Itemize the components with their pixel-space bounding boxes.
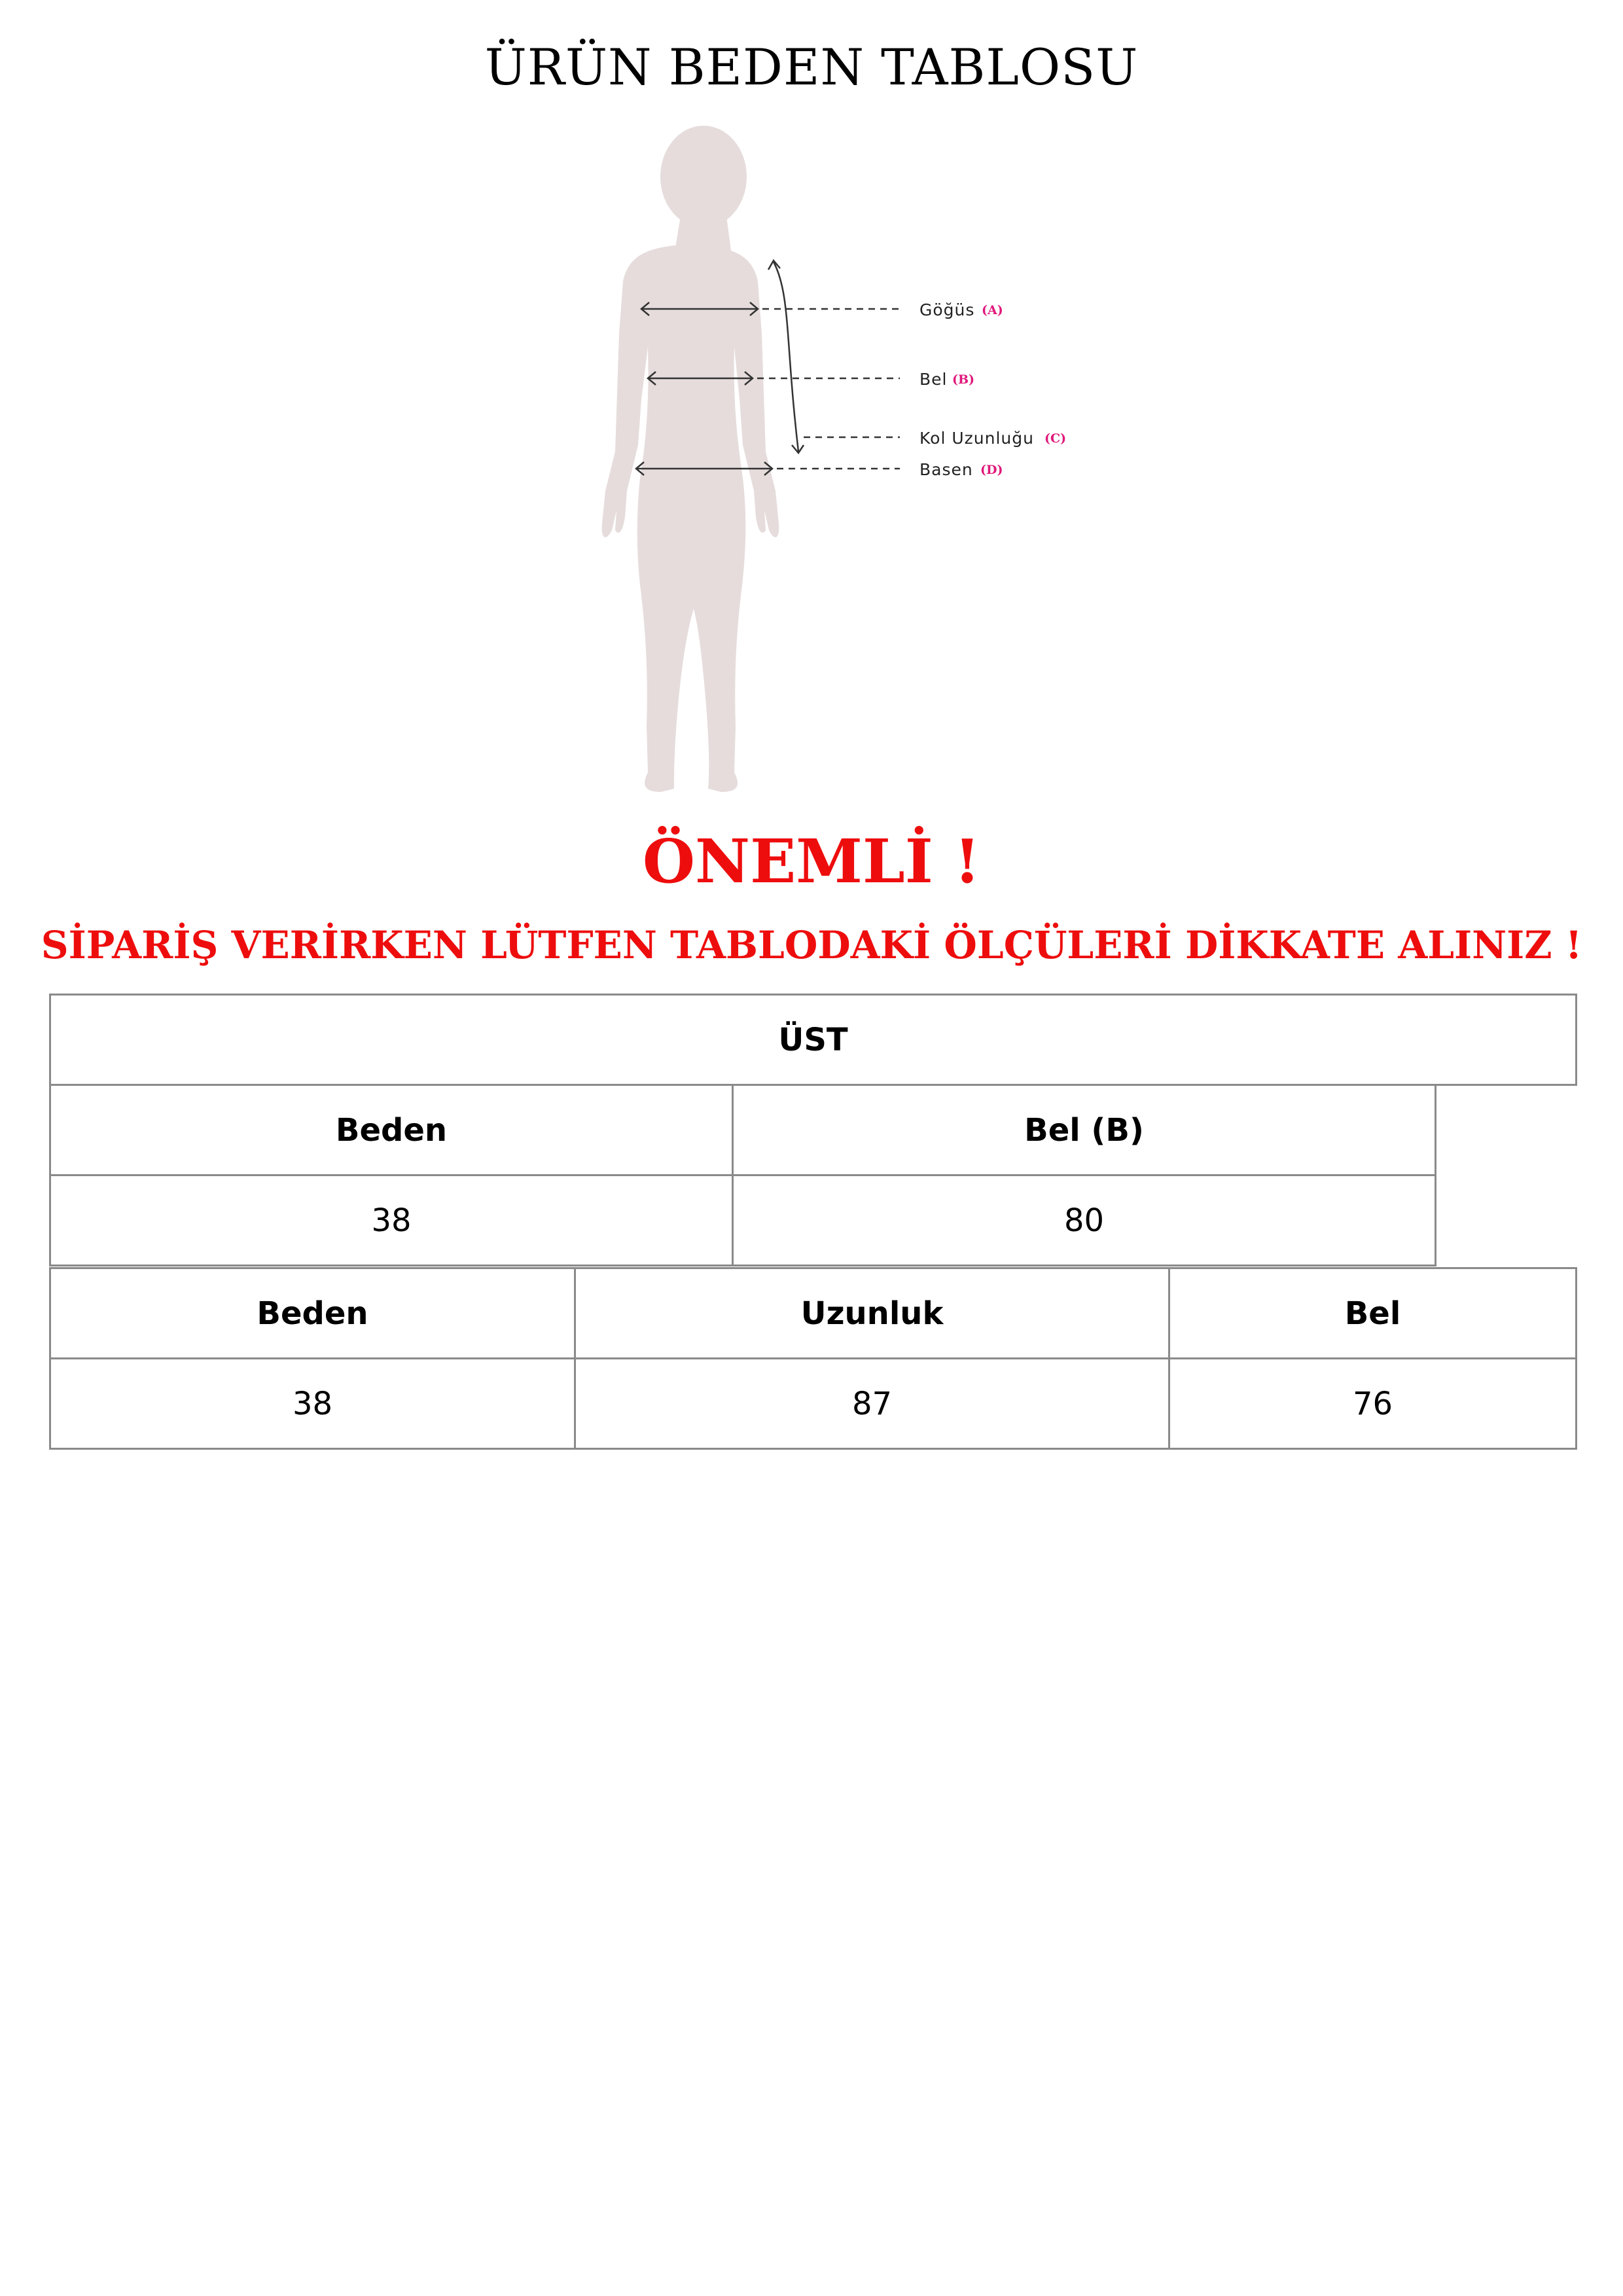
tag-b: (B) xyxy=(952,372,975,387)
tag-a: (A) xyxy=(982,303,1003,317)
label-kol-uzunlugu: Kol Uzunluğu xyxy=(919,429,1034,448)
table-title-ust: ÜST xyxy=(50,995,1577,1085)
label-gogus: Göğüs xyxy=(919,300,975,319)
important-heading: ÖNEMLİ ! xyxy=(642,826,981,897)
cell-bel-80: 80 xyxy=(733,1175,1436,1266)
tag-d: (D) xyxy=(980,463,1003,477)
woman-silhouette xyxy=(602,126,779,792)
cell-uzunluk-87: 87 xyxy=(575,1359,1169,1449)
page-title: ÜRÜN BEDEN TABLOSU xyxy=(484,38,1139,96)
cell-beden-38: 38 xyxy=(50,1359,575,1449)
cell-bel-76: 76 xyxy=(1169,1359,1577,1449)
upper-size-table xyxy=(49,994,1577,1266)
header-bel: Bel xyxy=(1169,1268,1577,1359)
tag-c: (C) xyxy=(1044,431,1067,446)
silhouette-illustration xyxy=(576,124,1099,805)
lower-size-table xyxy=(49,1267,1577,1450)
header-beden: Beden xyxy=(50,1085,733,1175)
empty-cell xyxy=(1436,1085,1577,1266)
cell-beden-38: 38 xyxy=(50,1175,733,1266)
header-uzunluk: Uzunluk xyxy=(575,1268,1169,1359)
label-basen: Basen xyxy=(919,460,973,479)
body-measurement-figure xyxy=(576,124,1099,805)
header-bel-b: Bel (B) xyxy=(733,1085,1436,1175)
header-beden: Beden xyxy=(50,1268,575,1359)
label-bel: Bel xyxy=(919,370,948,389)
warning-text: SİPARİŞ VERİRKEN LÜTFEN TABLODAKİ ÖLÇÜLERİ DİKKATE ALINIZ ! xyxy=(41,923,1582,967)
